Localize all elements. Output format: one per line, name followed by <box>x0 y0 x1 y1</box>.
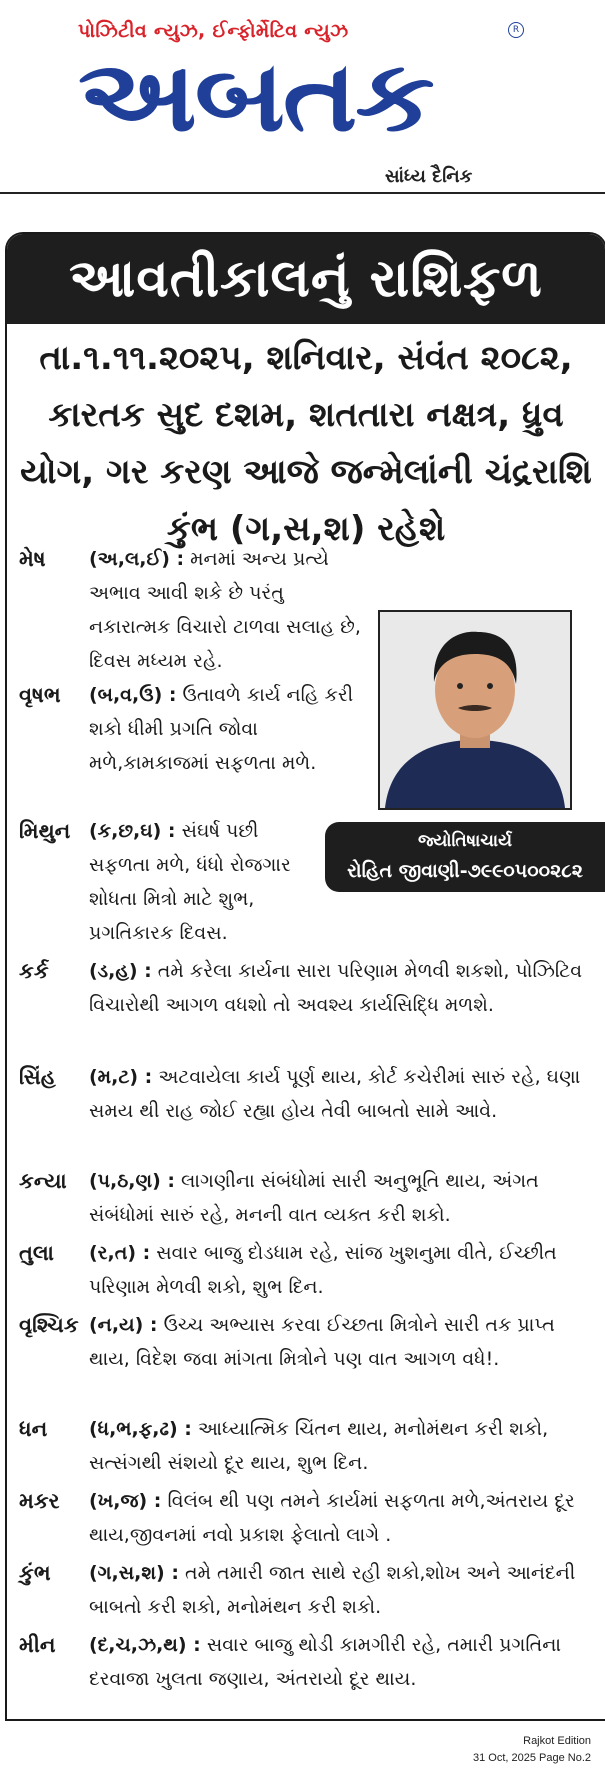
prediction-text: અટવાયેલા કાર્ય પૂર્ણ થાય, કોર્ટ કચેરીમાં સારું રહે, ઘણા સમય થી રાહ જોઈ રહ્યા હોય તેવી બાબતો સામે આવે. <box>89 1066 581 1122</box>
sign-name: કર્ક <box>19 959 49 983</box>
horoscope-entry <box>89 1236 594 1304</box>
edition-label: Rajkot Edition <box>523 1735 591 1747</box>
sign-letters: (દ,ચ,ઝ,થ) : <box>89 1634 201 1656</box>
sign-name: મેષ <box>19 547 46 571</box>
prediction-text: તમે તમારી જાત સાથે રહી શકો,શોખ અને આનંદની બાબતો કરી શકો, મનોમંથન કરી શકો. <box>89 1562 576 1618</box>
horoscope-entry <box>89 814 319 950</box>
banner-title: આવતીકાલનું રાશિફળ <box>7 234 605 324</box>
sign-letters: (ક,છ,ઘ) : <box>89 820 176 842</box>
sign-letters: (અ,લ,ઈ) : <box>89 548 185 570</box>
horoscope-entry <box>89 678 369 780</box>
sign-name: કુંભ <box>19 1561 51 1585</box>
sign-letters: (ખ,જ) : <box>89 1490 162 1512</box>
horoscope-entry <box>89 1628 594 1696</box>
sign-name: કન્યા <box>19 1169 67 1193</box>
astrologer-name: રોહિત જીવાણી-૭૯૯૦૫૦૦૨૮૨ <box>347 860 583 882</box>
astrologer-portrait-image <box>380 612 570 808</box>
sign-letters: (બ,વ,ઉ) : <box>89 684 177 706</box>
horoscope-entry <box>89 1556 594 1624</box>
horoscope-entry <box>89 542 369 678</box>
prediction-text: મનમાં અન્ય પ્રત્યે અભાવ આવી શકે છે પરંતુ નકારાત્મક વિચારો ટાળવા સલાહ છે, દિવસ મધ્યમ રહે. <box>89 548 361 672</box>
horoscope-box <box>5 232 605 1721</box>
prediction-text: લાગણીના સંબંધોમાં સારી અનુભૂતિ થાય, અંગત સંબંધોમાં સારું રહે, મનની વાત વ્યક્ત કરી શકો. <box>89 1170 539 1226</box>
sign-name: તુલા <box>19 1241 54 1265</box>
tagline: પોઝિટીવ ન્યુઝ, ઈન્ફોર્મેટિવ ન્યુઝ <box>78 20 349 42</box>
horoscope-entry <box>89 954 594 1022</box>
astrologer-caption <box>325 822 605 892</box>
sign-letters: (ન,ય) : <box>89 1314 158 1336</box>
registered-mark: R <box>508 22 524 38</box>
sign-letters: (પ,ઠ,ણ) : <box>89 1170 175 1192</box>
date-header: તા.૧.૧૧.૨૦૨૫, શનિવાર, સંવંત ૨૦૮૨, કારતક સુદ દશમ, શતતારા નક્ષત્ર, ધ્રુવ યોગ, ગર કરણ આજે જન્મેલાંની ચંદ્રરાશિ કુંભ (ગ,સ,શ) રહેશે <box>20 338 592 549</box>
date-page-label: 31 Oct, 2025 Page No.2 <box>472 1752 591 1764</box>
sign-letters: (ગ,સ,શ) : <box>89 1562 179 1584</box>
masthead <box>0 0 605 205</box>
prediction-text: ઉતાવળે કાર્ય નહિ કરી શકો ધીમી પ્રગતિ જોવા મળે,કામકાજમાં સફળતા મળે. <box>89 684 354 774</box>
horoscope-entry <box>89 1060 594 1128</box>
sign-name: ધન <box>19 1417 48 1441</box>
sign-name: વૃષભ <box>19 683 61 707</box>
prediction-text: ઉચ્ચ અભ્યાસ કરવા ઈચ્છતા મિત્રોને સારી તક પ્રાપ્ત થાય, વિદેશ જવા માંગતા મિત્રોને પણ વાત આગળ વધે!. <box>89 1314 555 1370</box>
sign-name: મીન <box>19 1633 56 1657</box>
astrologer-title: જ્યોતિષાચાર્ય <box>417 831 512 851</box>
masthead-divider <box>0 192 605 194</box>
prediction-text: સવાર બાજુ થોડી કામગીરી રહે, તમારી પ્રગતિના દરવાજા ખુલતા જણાય, અંતરાયો દૂર થાય. <box>89 1634 562 1690</box>
sign-letters: (ર,ત) : <box>89 1242 151 1264</box>
sign-name: સિંહ <box>19 1065 56 1089</box>
logo-subtitle: સાંધ્ય દૈનિક <box>385 166 473 187</box>
prediction-text: તમે કરેલા કાર્યના સારા પરિણામ મેળવી શકશો, પોઝિટિવ વિચારોથી આગળ વધશો તો અવશ્ય કાર્યસિદ્ધિ મળશે. <box>89 960 583 1016</box>
sign-letters: (ધ,ભ,ફ,ઢ) : <box>89 1418 192 1440</box>
sign-letters: (મ,ટ) : <box>89 1066 153 1088</box>
horoscope-entry <box>89 1308 594 1376</box>
prediction-text: આધ્યાત્મિક ચિંતન થાય, મનોમંથન કરી શકો, સત્સંગથી સંશયો દૂર થાય, શુભ દિન. <box>89 1418 549 1474</box>
prediction-text: સંઘર્ષ પછી સફળતા મળે, ધંધો રોજગાર શોધતા મિત્રો માટે શુભ, પ્રગતિકારક દિવસ. <box>89 820 291 944</box>
prediction-text: વિલંબ થી પણ તમને કાર્યમાં સફળતા મળે,અંતરાય દૂર થાય,જીવનમાં નવો પ્રકાશ ફેલાતો લાગે . <box>89 1490 575 1546</box>
sign-letters: (ડ,હ) : <box>89 960 152 982</box>
sign-name: મકર <box>19 1489 60 1513</box>
newspaper-logo: અબતક <box>78 40 433 154</box>
horoscope-entry <box>89 1412 594 1480</box>
horoscope-entry <box>89 1164 594 1232</box>
astrologer-photo <box>378 610 572 810</box>
horoscope-entry <box>89 1484 594 1552</box>
sign-name: વૃશ્ચિક <box>19 1313 79 1337</box>
prediction-text: સવાર બાજુ દોડધામ રહે, સાંજ ખુશનુમા વીતે, ઈચ્છીત પરિણામ મેળવી શકો, શુભ દિન. <box>89 1242 557 1298</box>
sign-name: મિથુન <box>19 819 71 843</box>
